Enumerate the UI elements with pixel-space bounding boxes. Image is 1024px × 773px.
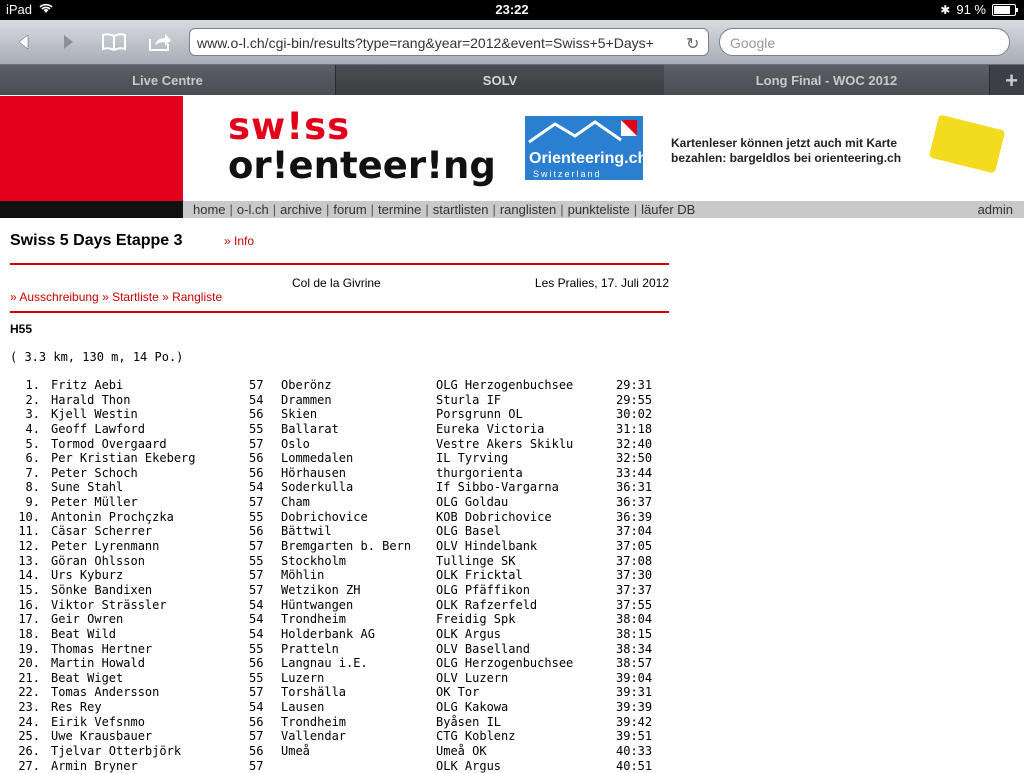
header-red-block	[0, 96, 183, 201]
banner-brand: Orienteering.ch	[529, 150, 648, 167]
result-time: 33:44	[616, 465, 653, 480]
result-club: Trondheim	[281, 714, 347, 729]
bookmarks-button[interactable]	[96, 26, 132, 58]
book-icon	[101, 32, 127, 52]
result-rank: 20.	[18, 656, 40, 671]
result-year: 54	[249, 480, 264, 495]
result-club: Pratteln	[281, 641, 339, 656]
result-name: Beat Wiget	[51, 670, 124, 685]
mountain-icon	[525, 116, 643, 150]
nav-item[interactable]: termine	[378, 202, 422, 217]
result-org: KOB Dobrichovice	[436, 509, 552, 524]
result-name: Per Kristian Ekeberg	[51, 451, 196, 466]
result-time: 31:18	[616, 421, 653, 436]
result-rank: 19.	[18, 641, 40, 656]
result-time: 37:55	[616, 597, 653, 612]
result-time: 39:39	[616, 700, 653, 715]
result-year: 54	[249, 392, 264, 407]
result-rank: 16.	[18, 597, 40, 612]
result-rank: 26.	[18, 744, 40, 759]
result-org: Freidig Spk	[436, 612, 516, 627]
logo-line1: sw!ss	[228, 105, 351, 148]
result-name: Sune Stahl	[51, 480, 124, 495]
info-link[interactable]: » Info	[224, 234, 255, 248]
result-rank: 25.	[18, 729, 40, 744]
result-rank: 21.	[18, 670, 40, 685]
nav-item[interactable]: archive	[280, 202, 323, 217]
result-name: Tormod Overgaard	[51, 436, 167, 451]
result-name: Thomas Hertner	[51, 641, 153, 656]
result-year: 57	[249, 436, 264, 451]
result-org: Vestre Akers Skiklu	[436, 436, 574, 451]
bluetooth-icon: ✱	[940, 2, 951, 17]
result-time: 39:31	[616, 685, 653, 700]
table-row	[10, 422, 666, 437]
result-year: 54	[249, 597, 264, 612]
result-year: 56	[249, 451, 264, 466]
result-club: Drammen	[281, 392, 332, 407]
result-rank: 6.	[25, 451, 40, 466]
nav-separator: |	[370, 202, 375, 217]
result-rank: 10.	[18, 509, 40, 524]
result-time: 37:05	[616, 539, 653, 554]
result-org: OLG Herzogenbuchsee	[436, 656, 574, 671]
result-rank: 5.	[25, 436, 40, 451]
result-time: 39:04	[616, 670, 653, 685]
table-row	[10, 642, 666, 657]
result-rank: 12.	[18, 539, 40, 554]
result-name: Antonin Prochçzka	[51, 509, 174, 524]
event-location: Col de la Givrine	[292, 276, 381, 290]
result-club: Oberönz	[281, 378, 332, 392]
result-year: 55	[249, 553, 264, 568]
result-rank: 1.	[25, 378, 40, 392]
ad-banner[interactable]	[525, 116, 1014, 180]
result-org: OLK Fricktal	[436, 568, 523, 583]
result-time: 37:08	[616, 553, 653, 568]
result-time: 30:02	[616, 407, 653, 422]
result-year: 56	[249, 465, 264, 480]
result-club: Langnau i.E.	[281, 656, 368, 671]
result-name: Res Rey	[51, 700, 102, 715]
table-row	[10, 437, 666, 452]
result-club: Cham	[281, 495, 310, 510]
result-name: Harald Thon	[51, 392, 131, 407]
table-row	[10, 627, 666, 642]
nav-separator: |	[492, 202, 496, 217]
back-arrow-icon	[15, 33, 33, 51]
result-time: 37:37	[616, 582, 653, 597]
result-club: Wetzikon ZH	[281, 582, 361, 597]
result-org: OLG Goldau	[436, 495, 509, 510]
result-rank: 8.	[25, 480, 40, 495]
result-club: Lommedalen	[281, 451, 354, 466]
result-year: 57	[249, 495, 264, 510]
result-name: Uwe Krausbauer	[51, 729, 153, 744]
result-time: 38:15	[616, 626, 653, 641]
result-org: OLV Luzern	[436, 670, 509, 685]
result-year: 55	[249, 641, 264, 656]
result-year: 57	[249, 582, 264, 597]
table-row	[10, 759, 666, 773]
result-rank: 15.	[18, 582, 40, 597]
result-org: Byåsen IL	[436, 714, 502, 729]
result-time: 38:34	[616, 641, 653, 656]
result-time: 38:04	[616, 612, 653, 627]
clock: 23:22	[495, 2, 529, 17]
tab-label: Long Final - WOC 2012	[755, 72, 898, 88]
result-year: 57	[249, 568, 264, 583]
result-rank: 24.	[18, 714, 40, 729]
result-year: 57	[249, 685, 264, 700]
result-name: Peter Schoch	[51, 465, 138, 480]
share-icon	[147, 32, 173, 52]
nav-item[interactable]: home	[193, 202, 226, 217]
course-info: ( 3.3 km, 130 m, 14 Po.)	[10, 350, 184, 364]
category-label: H55	[10, 322, 33, 336]
result-name: Peter Müller	[51, 495, 138, 510]
table-row	[10, 466, 666, 481]
page-title: Swiss 5 Days Etappe 3	[10, 232, 183, 249]
result-time: 37:04	[616, 524, 653, 539]
result-org: CTG Koblenz	[436, 729, 516, 744]
table-row	[10, 554, 666, 569]
table-row	[10, 393, 666, 408]
nav-separator: |	[560, 202, 564, 217]
status-bar	[0, 0, 1024, 20]
result-year: 57	[249, 758, 264, 773]
event-links[interactable]: » Ausschreibung » Startliste » Rangliste	[10, 290, 223, 304]
result-name: Geir Owren	[51, 612, 124, 627]
table-row	[10, 378, 666, 393]
result-club: Luzern	[281, 670, 325, 685]
tab-live-centre[interactable]	[0, 65, 336, 95]
table-row	[10, 451, 666, 466]
result-name: Kjell Westin	[51, 407, 138, 422]
site-nav	[183, 201, 1024, 218]
nav-item[interactable]: ranglisten	[499, 202, 557, 217]
result-club: Lausen	[281, 700, 325, 715]
swiss-orienteering-logo[interactable]	[228, 105, 496, 192]
result-rank: 3.	[25, 407, 40, 422]
result-year: 57	[249, 378, 264, 392]
result-time: 32:40	[616, 436, 653, 451]
result-year: 56	[249, 744, 264, 759]
result-org: OLK Argus	[436, 758, 502, 773]
result-org: If Sibbo-Vargarna	[436, 480, 559, 495]
divider	[10, 311, 669, 313]
result-time: 32:50	[616, 451, 653, 466]
table-row	[10, 407, 666, 422]
result-time: 37:30	[616, 568, 653, 583]
table-row	[10, 744, 666, 759]
logo-line2: or!enteer!ng	[228, 144, 496, 187]
nav-admin[interactable]: admin	[977, 202, 1013, 217]
table-row	[10, 598, 666, 613]
result-rank: 9.	[25, 495, 40, 510]
card-icon	[929, 114, 1006, 173]
result-club: Trondheim	[281, 612, 347, 627]
forward-button[interactable]	[50, 26, 86, 58]
result-name: Beat Wild	[51, 626, 117, 641]
result-club	[281, 759, 436, 773]
result-name: Eirik Vefsnmo	[51, 714, 145, 729]
result-club: Skien	[281, 407, 318, 422]
divider	[10, 263, 669, 265]
result-club: Stockholm	[281, 553, 347, 568]
result-rank: 4.	[25, 421, 40, 436]
table-row	[10, 480, 666, 495]
nav-separator: |	[326, 202, 330, 217]
result-org: OLG Pfäffikon	[436, 582, 530, 597]
result-name: Urs Kyburz	[51, 568, 124, 583]
result-rank: 13.	[18, 553, 40, 568]
result-org: Umeå OK	[436, 744, 487, 759]
battery-percent: 91 %	[956, 2, 986, 17]
result-rank: 23.	[18, 700, 40, 715]
result-club: Hüntwangen	[281, 597, 354, 612]
table-row	[10, 685, 666, 700]
back-button[interactable]	[6, 26, 42, 58]
result-time: 36:39	[616, 509, 653, 524]
tab-label: Live Centre	[132, 72, 203, 88]
result-rank: 22.	[18, 685, 40, 700]
result-org: OLV Baselland	[436, 641, 530, 656]
table-row	[10, 612, 666, 627]
tab-bar	[0, 65, 1024, 95]
result-club: Bremgarten b. Bern	[281, 539, 412, 554]
result-org: OLG Basel	[436, 524, 502, 539]
result-year: 56	[249, 656, 264, 671]
result-club: Vallendar	[281, 729, 347, 744]
result-rank: 18.	[18, 626, 40, 641]
result-club: Soderkulla	[281, 480, 354, 495]
result-year: 54	[249, 612, 264, 627]
search-input[interactable]: Google	[719, 28, 1010, 56]
result-club: Bättwil	[281, 524, 332, 539]
result-club: Ballarat	[281, 421, 339, 436]
result-year: 57	[249, 729, 264, 744]
result-year: 55	[249, 509, 264, 524]
nav-separator: |	[425, 202, 429, 217]
tab-label: SOLV	[482, 72, 518, 88]
result-club: Torshälla	[281, 685, 347, 700]
result-name: Peter Lyrenmann	[51, 539, 160, 554]
result-club: Oslo	[281, 436, 310, 451]
share-button[interactable]	[142, 26, 178, 58]
result-time: 36:31	[616, 480, 653, 495]
result-club: Möhlin	[281, 568, 325, 583]
result-name: Geoff Lawford	[51, 421, 145, 436]
result-org: OK Tor	[436, 685, 480, 700]
result-rank: 2.	[25, 392, 40, 407]
result-rank: 27.	[18, 758, 40, 773]
results-table	[10, 378, 666, 773]
result-club: Umeå	[281, 744, 310, 759]
result-year: 54	[249, 626, 264, 641]
nav-item[interactable]: läufer DB	[641, 202, 696, 217]
result-name: Göran Ohlsson	[51, 553, 145, 568]
table-row	[10, 671, 666, 686]
result-org: OLG Kakowa	[436, 700, 509, 715]
browser-toolbar	[0, 20, 1024, 65]
battery-icon	[992, 4, 1016, 16]
table-row	[10, 495, 666, 510]
nav-separator: |	[633, 202, 638, 217]
result-org: Sturla IF	[436, 392, 502, 407]
result-name: Sönke Bandixen	[51, 582, 153, 597]
table-row	[10, 656, 666, 671]
result-club: Holderbank AG	[281, 626, 375, 641]
result-year: 55	[249, 670, 264, 685]
nav-item[interactable]: punkteliste	[567, 202, 630, 217]
result-time: 29:31	[616, 378, 653, 392]
header-black-strip	[0, 201, 183, 218]
table-row	[10, 583, 666, 598]
banner-text-2: bezahlen: bargeldlos bei orienteering.ch	[671, 151, 902, 165]
nav-item[interactable]: forum	[333, 202, 367, 217]
result-name: Viktor Strässler	[51, 597, 167, 612]
table-row	[10, 539, 666, 554]
result-year: 56	[249, 524, 264, 539]
table-row	[10, 729, 666, 744]
result-org: OLK Rafzerfeld	[436, 597, 538, 612]
result-rank: 11.	[18, 524, 40, 539]
result-org: IL Tyrving	[436, 451, 509, 466]
result-year: 57	[249, 539, 264, 554]
result-name: Martin Howald	[51, 656, 145, 671]
result-time: 40:33	[616, 744, 653, 759]
result-rank: 17.	[18, 612, 40, 627]
result-year: 56	[249, 407, 264, 422]
result-name: Armin Bryner	[51, 758, 138, 773]
result-rank: 7.	[25, 465, 40, 480]
result-time: 39:51	[616, 729, 653, 744]
nav-item[interactable]: o-l.ch	[236, 202, 269, 217]
forward-arrow-icon	[59, 33, 77, 51]
table-row	[10, 568, 666, 583]
table-row	[10, 524, 666, 539]
table-row	[10, 700, 666, 715]
table-row	[10, 510, 666, 525]
address-bar[interactable]: www.o-l.ch/cgi-bin/results?type=rang&year=2012&event=Swiss+5+Days+	[189, 28, 709, 56]
result-name: Tjelvar Otterbjörk	[51, 744, 182, 759]
banner-text-1: Kartenleser können jetzt auch mit Karte	[671, 136, 898, 150]
result-club: Dobrichovice	[281, 509, 368, 524]
tab-solv[interactable]	[336, 65, 664, 95]
banner-sub: Switzerland	[533, 169, 602, 179]
table-row	[10, 715, 666, 730]
result-club: Hörhausen	[281, 465, 347, 480]
reload-icon[interactable]: ↻	[686, 36, 700, 53]
result-time: 29:55	[616, 392, 653, 407]
result-name: Cäsar Scherrer	[51, 524, 153, 539]
result-org: thurgorienta	[436, 465, 523, 480]
result-org: Porsgrunn OL	[436, 407, 523, 422]
result-time: 38:57	[616, 656, 653, 671]
result-org: OLK Argus	[436, 626, 502, 641]
result-time: 39:42	[616, 714, 653, 729]
add-tab-icon[interactable]: +	[1005, 68, 1018, 93]
result-org: Eureka Victoria	[436, 421, 545, 436]
banner-logo	[525, 116, 648, 180]
result-time: 36:37	[616, 495, 653, 510]
device-label: iPad	[6, 2, 33, 17]
nav-separator: |	[229, 202, 233, 217]
result-name: Fritz Aebi	[51, 378, 124, 392]
nav-separator: |	[272, 202, 277, 217]
result-org: OLG Herzogenbuchsee	[436, 378, 574, 392]
result-time: 40:51	[616, 758, 653, 773]
tab-long-final[interactable]	[664, 65, 990, 95]
result-name: Tomas Andersson	[51, 685, 160, 700]
result-org: OLV Hindelbank	[436, 539, 538, 554]
event-place-date: Les Pralies, 17. Juli 2012	[534, 276, 669, 290]
result-rank: 14.	[18, 568, 40, 583]
result-org: Tullinge SK	[436, 553, 516, 568]
result-year: 55	[249, 421, 264, 436]
result-year: 54	[249, 700, 264, 715]
nav-item[interactable]: startlisten	[432, 202, 489, 217]
result-year: 56	[249, 714, 264, 729]
